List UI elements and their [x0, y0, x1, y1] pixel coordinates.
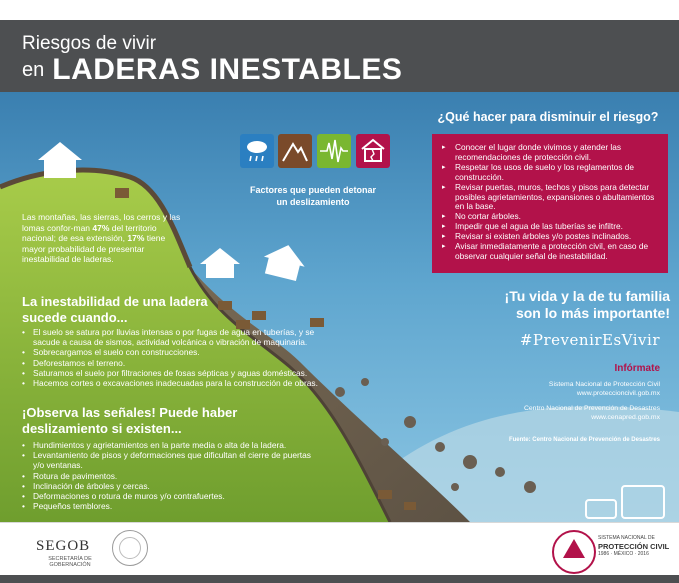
risk-reduction-box	[432, 134, 668, 273]
org-name: Sistema Nacional de Protección Civil	[548, 381, 660, 388]
civil-protection-triangle-icon	[563, 539, 585, 558]
org-url-link[interactable]: www.cenapred.gob.mx	[591, 414, 660, 421]
page-title: LADERAS INESTABLES	[52, 53, 403, 86]
house-slope-1	[200, 248, 240, 278]
list-item: • Hacemos cortes o excavaciones inadecuadas para la construcción de obras.	[22, 378, 322, 388]
list-item: • Pequeños temblores.	[22, 501, 322, 511]
trigger-factors-icons	[240, 134, 390, 168]
list-item: ▸ No cortar árboles.	[442, 212, 660, 222]
list-item: • El suelo se satura por lluvias intensas o por fugas de agua en tuberías, y se sacude a causa de sismos, actividad volcánica o vibración de maquinaria.	[22, 327, 322, 347]
hashtag: #PrevenirEsVivir	[519, 331, 660, 349]
list-item: ▸ Conocer el lugar donde vivimos y atender las recomendaciones de protección civil.	[442, 143, 660, 163]
segob-subtitle: SECRETARÍA DE GOBERNACIÓN	[48, 556, 92, 568]
list-item: ▸ Revisar si existen árboles y/o postes inclinados.	[442, 232, 660, 242]
warning-signals-list	[22, 440, 322, 511]
org-info-snpc	[480, 380, 660, 398]
title-line-2	[22, 53, 402, 87]
risk-reduction-heading: ¿Qué hacer para disminuir el riesgo?	[437, 110, 659, 124]
org-url-link[interactable]: www.proteccioncivil.gob.mx	[576, 390, 660, 397]
list-item: ▸ Impedir que el agua de las tuberías se infiltre.	[442, 222, 660, 232]
seismic-icon	[317, 134, 351, 168]
list-item: • Hundimientos y agrietamientos en la parte media o alta de la ladera.	[22, 440, 322, 450]
org-info-cenapred	[480, 404, 660, 422]
mexico-seal-icon	[112, 530, 148, 566]
informate-label: Infórmate	[614, 363, 660, 374]
list-item: • Deforestamos el terreno.	[22, 358, 322, 368]
risk-reduction-list	[442, 143, 660, 262]
list-item: • Rotura de pavimentos.	[22, 471, 322, 481]
segob-logo: SEGOB	[36, 538, 91, 554]
top-strip	[0, 0, 679, 20]
intro-paragraph	[22, 212, 187, 265]
civil-protection-text	[598, 535, 678, 558]
intro-text-1: Las montañas, las sierras, los cerros y las lomas confor-man	[22, 212, 181, 233]
motto-line-2: son lo más importante!	[515, 305, 670, 321]
motto	[440, 288, 670, 322]
list-item: • Sobrecargamos el suelo con construcciones.	[22, 347, 322, 357]
pc-line-3: 1986 · MÉXICO · 2016	[598, 551, 649, 557]
pc-line-1: SISTEMA NACIONAL DE	[598, 535, 655, 541]
mountain-icon	[278, 134, 312, 168]
pc-line-2: PROTECCIÓN CIVIL	[598, 542, 670, 551]
list-item: • Levantamiento de pisos y deformaciones que dificultan el cierre de puertas y/o ventanas.	[22, 450, 322, 470]
list-item: • Deformaciones o rotura de muros y/o contrafuertes.	[22, 491, 322, 501]
section-heading-signals: ¡Observa las señales! Puede haber deslizamiento si existen...	[22, 405, 238, 436]
intro-text-3: tiene mayor probabilidad de presentar inestabilidad de laderas.	[22, 233, 166, 264]
factors-caption-line-2: un deslizamiento	[276, 197, 350, 207]
instability-causes-list	[22, 327, 322, 388]
intro-percent-17: 17%	[127, 233, 145, 243]
house-slope-2-tilted	[260, 240, 309, 282]
list-item: • Saturamos el suelo por filtraciones de fosas sépticas y aguas domésticas.	[22, 368, 322, 378]
intro-percent-47: 47%	[92, 222, 110, 233]
bottom-bar	[0, 575, 679, 583]
motto-line-1: ¡Tu vida y la de tu familia	[504, 288, 670, 304]
factors-caption	[232, 184, 394, 208]
list-item: • Inclinación de árboles y cercas.	[22, 481, 322, 491]
org-name: Centro Nacional de Prevención de Desastres	[523, 405, 660, 412]
seal-inner-ring	[119, 537, 141, 559]
damaged-house-icon	[356, 134, 390, 168]
intro-text-2: del territorio nacional; de esa extensión,	[22, 222, 157, 243]
rain-icon	[240, 134, 274, 168]
title-line-1: Riesgos de vivir	[22, 33, 157, 54]
list-item: ▸ Respetar los usos de suelo y los reglamentos de construcción.	[442, 163, 660, 183]
list-item: ▸ Avisar inmediatamente a protección civil, en caso de observar cualquier señal de inestabilidad.	[442, 242, 660, 262]
list-item: ▸ Revisar puertas, muros, techos y pisos para detectar posibles agrietamientos, expansiones o abultamientos en la base.	[442, 183, 660, 213]
title-en: en	[22, 58, 45, 81]
factors-caption-line-1: Factores que pueden detonar	[249, 185, 377, 195]
source-note: Fuente: Centro Nacional de Prevención de Desastres	[508, 437, 660, 443]
section-heading-instability: La inestabilidad de una ladera sucede cuando...	[22, 294, 208, 325]
house-top	[38, 142, 82, 178]
